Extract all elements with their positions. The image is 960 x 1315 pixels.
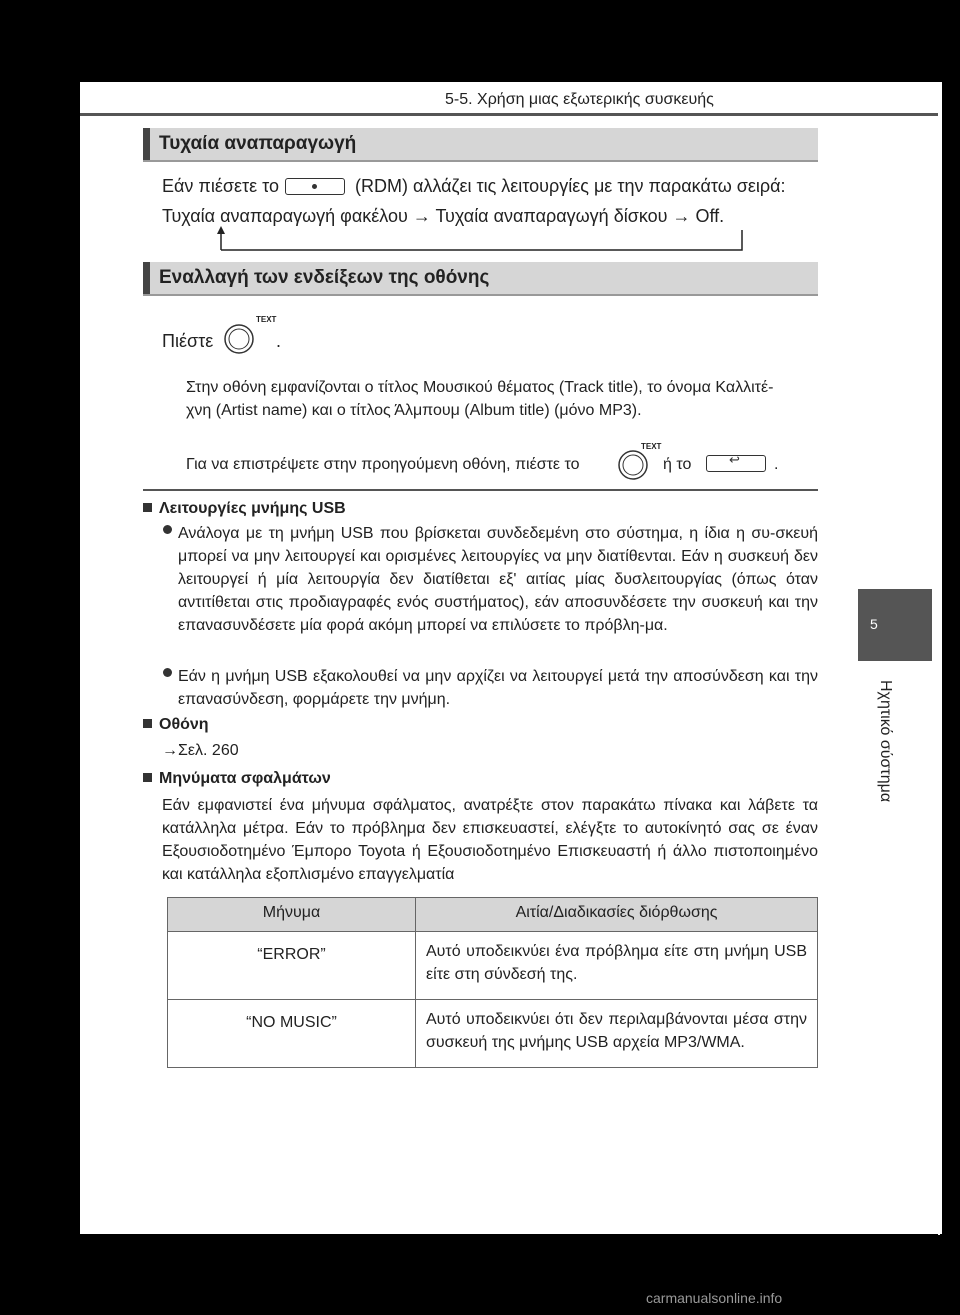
- column-header-message: Μήνυμα: [168, 898, 416, 932]
- header-rule: [80, 113, 938, 116]
- display-info-line1: Στην οθόνη εμφανίζονται ο τίτλος Μουσικού θέματος (Track title), το όνομα Καλλιτέ-: [186, 379, 774, 396]
- return-text: Για να επιστρέψετε στην προηγούμενη οθόνη, πιέστε το: [186, 456, 580, 473]
- press-label: Πιέστε: [162, 331, 214, 351]
- display-section-title: Εναλλαγή των ενδείξεων της οθόνης: [159, 267, 490, 288]
- column-header-cause: Αιτία/Διαδικασίες διόρθωσης: [416, 898, 818, 932]
- section-header: 5-5. Χρήση μιας εξωτερικής συσκευής: [445, 91, 714, 108]
- table-row: [168, 932, 818, 1000]
- section-accent: [143, 262, 150, 294]
- errors-intro: Εάν εμφανιστεί ένα μήνυμα σφάλματος, ανατρέξτε στον παρακάτω πίνακα και λάβετε τα κατάλληλα μέτρα. Εάν το πρόβλημα δεν επισκευαστεί, ελέγξτε το αυτοκίνητό σας σε έναν Εξουσιοδοτημένο Έμπορο Toyota ή Εξουσιοδοτημένο Επισκευαστή ή άλλο πιστοποιημένο και κατάλληλα εξοπλισμένο επαγγελματία: [162, 797, 818, 883]
- random-line1-end: (RDM) αλλάζει τις λειτουργίες με την παρακάτω σειρά:: [355, 176, 786, 196]
- press-period: .: [276, 331, 282, 351]
- usb-bullet1: Ανάλογα με τη μνήμη USB που βρίσκεται συνδεδεμένη στο σύστημα, η ίδια η συ-σκευή μπορεί να μην λειτουργεί και ορισμένες λειτουργίες να μην διατίθενται. Εάν η συσκευή δεν λειτουργεί ή μία λειτουργία δεν διατίθεται εξ' αιτίας μίας δυσλειτουργίας (όπως όταν αντιτίθεται στις προδιαγραφές ενός συστήματος), εάν αποσυνδέσετε την συσκευή και την επανασυνδέσετε μία φορά ακόμη μπορεί να επιλύσετε το πρόβλη-μα.: [178, 525, 818, 634]
- square-bullet-icon: [143, 503, 152, 512]
- error-message: “NO MUSIC”: [168, 1000, 416, 1068]
- screen-page-ref: →Σελ. 260: [162, 742, 239, 759]
- error-message: “ERROR”: [168, 932, 416, 1000]
- bullet-icon: [163, 525, 172, 534]
- cycle-arrow-icon: [212, 226, 752, 252]
- random-section-title: Τυχαία αναπαραγωγή: [159, 133, 357, 154]
- errors-heading: Μηνύματα σφαλμάτων: [143, 770, 331, 788]
- error-cause: Αυτό υποδεικνύει ένα πρόβλημα είτε στη μνήμη USB είτε στη σύνδεσή της.: [416, 932, 818, 1000]
- table-row: [168, 1000, 818, 1068]
- rdm-button-icon: [285, 178, 345, 195]
- crop-mark-bottom: [938, 1180, 940, 1235]
- text-knob-label: TEXT: [641, 442, 662, 451]
- random-section-bar: [143, 128, 818, 162]
- bullet-icon: [163, 668, 172, 677]
- chapter-title: Ηχητικό σύστημα: [877, 680, 894, 803]
- square-bullet-icon: [143, 719, 152, 728]
- return-or: ή το: [663, 456, 692, 473]
- error-cause: Αυτό υποδεικνύει ότι δεν περιλαμβάνονται μέσα στην συσκευή της μνήμης USB αρχεία MP3/WMA.: [416, 1000, 818, 1068]
- text-knob-label: TEXT: [256, 315, 277, 324]
- display-info-line2: χνη (Artist name) και ο τίτλος Άλμπουμ (Album title) (μόνο MP3).: [186, 402, 642, 419]
- chapter-number: 5: [870, 616, 878, 632]
- text-knob-icon: [222, 318, 260, 356]
- section-divider: [143, 489, 818, 491]
- table-header-row: [168, 898, 818, 932]
- random-line1-start: Εάν πιέσετε το: [162, 176, 279, 196]
- crop-mark-top: [938, 82, 940, 122]
- return-button-icon: ↩: [706, 455, 766, 472]
- return-period: .: [774, 456, 779, 473]
- usb-heading: Λειτουργίες μνήμης USB: [143, 500, 346, 518]
- error-table: [167, 897, 818, 1068]
- square-bullet-icon: [143, 773, 152, 782]
- chapter-tab: [858, 589, 932, 661]
- display-section-bar: [143, 262, 818, 296]
- screen-heading: Οθόνη: [143, 716, 209, 734]
- random-sequence: Τυχαία αναπαραγωγή φακέλου → Τυχαία αναπαραγωγή δίσκου → Off.: [162, 206, 725, 226]
- watermark: carmanualsonline.info: [646, 1290, 783, 1306]
- section-accent: [143, 128, 150, 160]
- usb-bullet2: Εάν η μνήμη USB εξακολουθεί να μην αρχίζει να λειτουργεί μετά την αποσύνδεση και την επανασύνδεση, φορμάρετε την μνήμη.: [178, 668, 818, 708]
